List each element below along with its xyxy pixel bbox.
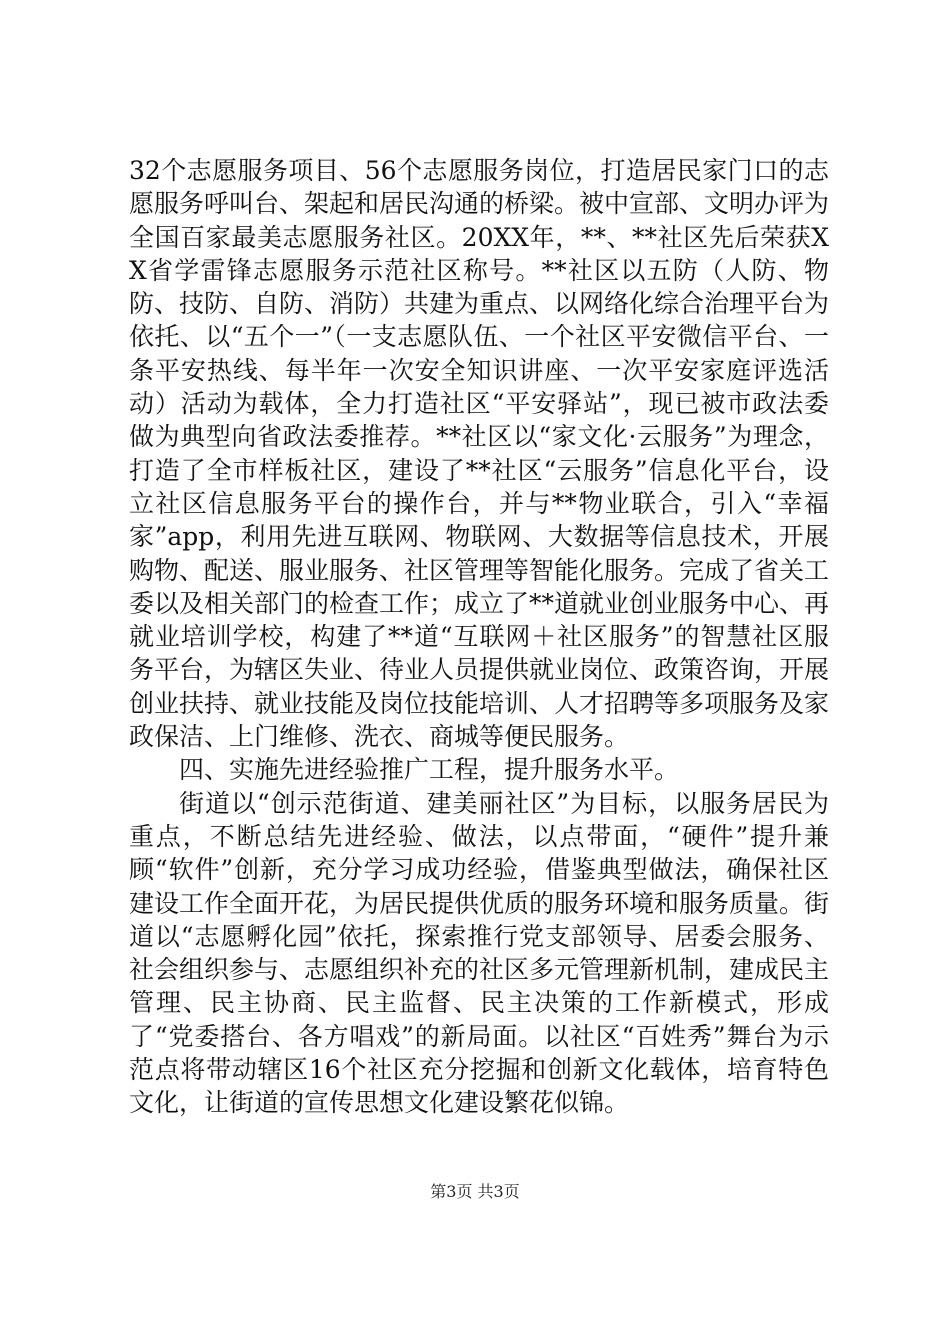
body-text xyxy=(129,154,829,1120)
paragraph: 街道以“创示范街道、建美丽社区”为目标，以服务居民为重点，不断总结先进经验、做法，以点带面，“硬件”提升兼顾“软件”创新，充分学习成功经验，借鉴典型做法，确保社区建设工作全面开花，为居民提供优质的服务环境和服务质量。街道以“志愿孵化园”依托，探索推行党支部领导、居委会服务、社会组织参与、志愿组织补充的社区多元管理新机制，建成民主管理、民主协商、民主监督、民主决策的工作新模式，形成了“党委搭台、各方唱戏”的新局面。以社区“百姓秀”舞台为示范点将带动辖区16个社区充分挖掘和创新文化载体，培育特色文化，让街道的宣传思想文化建设繁花似锦。 xyxy=(129,788,830,1118)
page-footer: 第3页 共3页 xyxy=(430,1182,520,1201)
section-heading: 四、实施先进经验推广工程，提升服务水平。 xyxy=(179,755,680,785)
paragraph-continued: 32个志愿服务项目、56个志愿服务岗位，打造居民家门口的志愿服务呼叫台、架起和居民沟通的桥梁。被中宣部、文明办评为全国百家最美志愿服务社区。20XX年，**、**社区先后荣获XX省学雷锋志愿服务示范社区称号。**社区以五防（人防、物防、技防、自防、消防）共建为重点、以网络化综合治理平台为依托、以“五个一”（一支志愿队伍、一个社区平安微信平台、一条平安热线、每半年一次安全知识讲座、一次平安家庭评选活动）活动为载体，全力打造社区“平安驿站”，现已被市政法委做为典型向省政法委推荐。**社区以“家文化·云服务”为理念，打造了全市样板社区，建设了**社区“云服务”信息化平台，设立社区信息服务平台的操作台，并与**物业联合，引入“幸福家”app，利用先进互联网、物联网、大数据等信息技术，开展购物、配送、服业服务、社区管理等智能化服务。完成了省关工委以及相关部门的检查工作；成立了**道就业创业服务中心、再就业培训学校，构建了**道“互联网＋社区服务”的智慧社区服务平台，为辖区失业、待业人员提供就业岗位、政策咨询，开展创业扶持、就业技能及岗位技能培训、人才招聘等多项服务及家政保洁、上门维修、洗衣、商城等便民服务。 xyxy=(129,156,830,752)
